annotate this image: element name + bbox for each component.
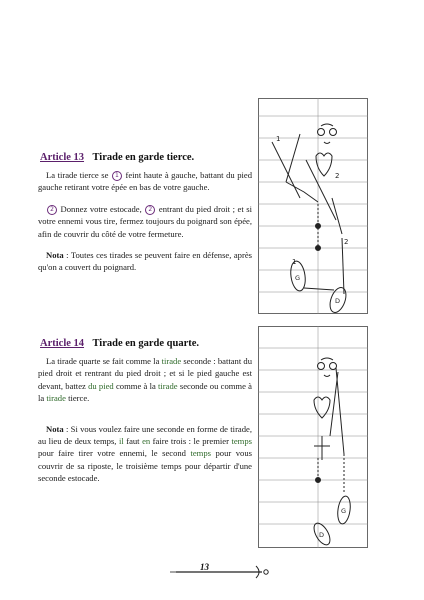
label-g: G [295,274,301,282]
figure-garde-quarte [258,326,368,548]
article-14-paragraph-1 [38,355,252,405]
highlight-word: tirade [158,380,178,391]
head-eye-left [318,129,325,136]
text-run: : Toutes ces tirades se peuvent faire en défense, après qu'on a couvert du poignard. [38,250,252,273]
article-14-label: Article 14 [40,338,85,349]
article-13-paragraph-2 [38,203,252,240]
brow [321,358,333,360]
text-run: faire trois : le premier [150,436,232,447]
figure-labels [319,507,346,539]
text-run: Donnez votre estocade, [58,203,145,214]
text-run: seconde : battant du pied droit et rentrant du pied droit ; et si le pied gauche est devant, battez [38,356,253,391]
highlight-word: tirade [46,393,66,404]
text-run: pour faire tirer votre ennemi, le second [38,448,191,459]
sword-ornament-icon [0,558,424,582]
fencer-figure [311,358,352,547]
text-run: faut [123,436,143,447]
diagram-frame [259,327,368,548]
highlight-word: tirade [161,356,182,366]
text-run: pour vous couvrir de sa riposte, le troisième temps pour départir d'une seconde estocade. [38,448,252,484]
pivot-dot [316,478,321,483]
heart-shield [316,153,332,176]
article-14 [38,338,252,494]
highlight-word: temps [190,448,211,459]
blade-1 [272,142,300,198]
mouth [324,375,330,377]
article-13-nota [38,249,252,274]
pivot-dot [316,246,321,251]
fencer-figure [272,124,349,314]
brow [321,124,333,126]
text-run: tierce. [65,393,90,404]
label-2: 2 [344,238,349,246]
blade-2 [330,372,338,436]
label-d: D [319,531,325,539]
head-eye-right [330,129,337,136]
circled-number-1: 1 [112,171,122,181]
label-d: D [335,297,341,305]
article-13-paragraph-1 [38,169,252,194]
blade-2 [286,134,300,182]
circled-number-2: 2 [145,205,155,215]
label-2: 2 [335,172,340,180]
label-1: 1 [276,135,281,143]
text-run: seconde ou comme à la [38,380,252,404]
stance-line [304,288,334,290]
reference-line [342,238,344,294]
fencing-diagram-quarte [258,326,368,548]
circled-number-2: 2 [47,205,57,215]
text-run: feint haute à gauche, battant du pied gauche retirant votre épée en bas de votre gauche. [38,170,252,193]
article-14-title: Tirade en garde quarte. [92,338,200,349]
heart-shield [314,397,330,418]
diagram-frame [259,99,368,314]
label-g: G [341,507,347,515]
page-footer [0,558,424,582]
article-14-nota [38,423,252,485]
highlight-word: du pied [88,380,114,391]
nota-label: Nota [46,423,64,434]
highlight-word: il [118,436,124,447]
label-1: 1 [292,258,297,266]
head-eye-right [330,363,337,370]
diagram-grid [258,326,368,548]
figure-garde-tierce [258,98,368,314]
diagram-grid [258,98,368,314]
mouth [324,142,330,144]
text-run: La tirade quarte se fait comme la [46,356,162,366]
page-number: 13 [200,562,209,572]
text-run: comme à la [113,380,159,391]
text-run: : Si vous voulez faire une seconde en forme de tirade, au lieu de deux temps, [38,423,252,447]
article-13-title: Tirade en garde tierce. [92,152,195,163]
highlight-word: en [142,436,151,447]
guard-path [286,182,318,202]
nota-label: Nota [46,250,64,261]
head-eye-left [318,363,325,370]
blade-3 [306,160,336,220]
fencing-diagram-tierce [258,98,368,314]
text-run: entrant du pied droit ; et si votre ennemi vous tire, fermez toujours du poignard son épée, afin de couvrir du côté de votre fermeture. [38,203,252,239]
pivot-dot [316,224,321,229]
article-13-heading [40,152,252,163]
highlight-word: temps [231,436,252,447]
article-13 [38,152,252,283]
article-13-label: Article 13 [40,152,85,163]
text-run: La tirade tierce se [46,170,111,180]
article-14-heading [40,338,252,349]
